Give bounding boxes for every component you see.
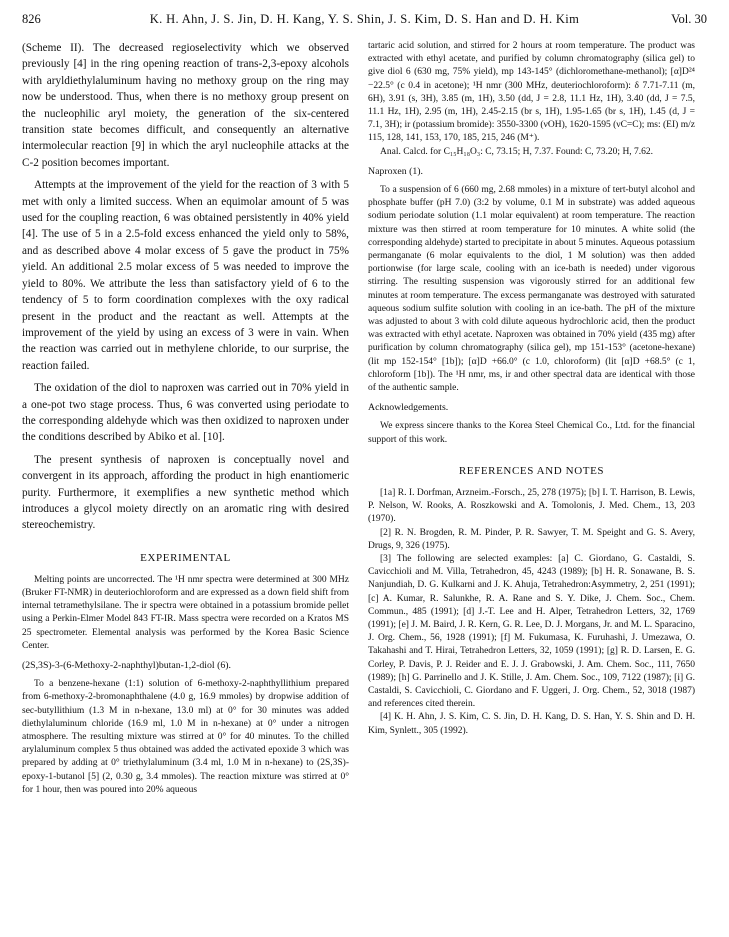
experimental-paragraph: tartaric acid solution, and stirred for 2 hours at room temperature. The product was extracted with ethyl acetate, and purified by column chromatography (silica gel) to give diol 6 (630 mg, 75% yield), mp 143-145° (dichloromethane-methanol); [α]D²⁴ −22.5° (c 0.4 in acetone); ¹H nmr (300 MHz, deuteriochloroform): δ 7.71-7.11 (m, 6H), 3.91 (s, 3H), 3.85 (m, 1H), 3.50 (dd, J = 2.8, 11.1 Hz, 1H), 3.40 (dd, J = 7.5, 11.1 Hz, 1H), 2.95 (m, 1H), 2.45-2.15 (br s, 1H), 1.95-1.65 (br s, 1H), 1.45 (d, J = 7.1, 3H); ir (potassium bromide): 3550-3300 (νOH), 1620-1595 (νC=C); ms: (EI) m/z 115, 128, 141, 153, 170, 185, 215, 246 (M⁺). (368, 41, 695, 144)
reference-item: [3] The following are selected examples: [a] C. Giordano, G. Castaldi, S. Cavicchioli and M. Villa, Tetrahedron, 45, 4243 (1989); [b] H. R. Sonawane, B. S. Nanjundiah, D. G. Kulkarni and J. K. Ahuja, Tetrahedron:Asymmetry, 2, 251 (1991); [c] A. Kumar, R. Salunkhe, R. A. Rane and S. Y. Dike, J. Chem. Soc., Chem. Commun., 485 (1991); [d] J.-T. Lee and H. Alper, Tetrahedron Letters, 32, 1769 (1991); [e] J. M. Baird, J. R. Kern, G. R. Lee, D. J. Morgans, Jr. and M. L. Sparacino, J. Org. Chem., 56, 1928 (1991); [f] M. Fukumasa, K. Furuhashi, J. Umezawa, O. Takahashi and T. Hirai, Tetrahedron Letters, 32, 1059 (1991); [g] R. D. Larsen, E. G. Corley, P. Davis, P. J. Reider and E. J. J. Grabowski, J. Am. Chem. Soc., 111, 7650 (1989); [h] G. Parrinello and J. K. Stille, J. Am. Chem. Soc., 109, 7122 (1987); [i] G. Castaldi, S. Cavicchioli, C. Giordano and F. Uggeri, J. Org. Chem., 52, 3018 (1987) and references cited therein. (368, 553, 695, 710)
section-title-references: REFERENCES AND NOTES (458, 464, 605, 477)
left-column (22, 40, 349, 930)
reference-item: [1a] R. I. Dorfman, Arzneim.-Forsch., 25, 278 (1975); [b] I. T. Harrison, B. Lewis, P. Nelson, W. Rooks, A. Roszkowski and A. Tomolonis, J. Med. Chem., 13, 203 (1970). (368, 487, 695, 525)
body-paragraph: (Scheme II). The decreased regioselectivity which we observed previously [4] in the ring opening reaction of trans-2,3-epoxy alcohols with aryldiethylaluminum having no methoxy group on the ring may now be understood. Thus, when there is no methoxy group present on the nucleophilic aryl moiety, the generation of the six-centered transition state becomes difficult, and consequently an alternative intermolecular reaction [9] in which the aryl nucleophile attacks at the C-2 position becomes important. (22, 42, 349, 169)
reference-item: [2] R. N. Brogden, R. M. Pinder, P. R. Sawyer, T. M. Speight and G. S. Avery, Drugs, 9, 326 (1975). (368, 527, 695, 551)
body-paragraph: Attempts at the improvement of the yield for the reaction of 3 with 5 met with only a limited success. When an equimolar amount of 5 was used for the coupling reaction, 6 was obtained persistently in 40% yield [4]. The use of 5 in a 2.5-fold excess enhanced the yield only to 58%, and as described above 4 molar excess of 5 gave the product in 75% yield. An additional 2.5 molar excess of 5 was needed to improve the yield to 80%. We attribute the less than satisfactory yield of 6 to the tendency of 5 to form coordination complexes with the oxy radical present in the product and the reactant as well. Attempts at the improvement of the yield by using an excess of 3 were in vain. When the reaction was carried out in methylene chloride, to our surprise, the reaction failed. (22, 179, 349, 372)
right-column (368, 40, 695, 930)
elemental-analysis: Anal. Calcd. for C₁₅H₁₈O₃: C, 73.15; H, 7.37. Found: C, 73.20; H, 7.62. (380, 146, 654, 157)
naproxen-heading: Naproxen (1). (368, 165, 423, 177)
volume-label: Vol. 30 (671, 12, 707, 26)
compound-heading: (2S,3S)-3-(6-Methoxy-2-naphthyl)butan-1,2-diol (6). (22, 660, 231, 671)
experimental-paragraph: To a suspension of 6 (660 mg, 2.68 mmoles) in a mixture of tert-butyl alcohol and phosphate buffer (pH 7.0) (3:2 by volume, 0.1 M in substrate) was added aqueous sodium periodate solution (1.1 molar equivalent) at room temperature. The reaction mixture was then stirred at room temperature for 10 minutes. A white solid (the corresponding aldehyde) started to precipitate in about 5 minutes. Aqueous potassium permanganate (6 molar equivalents to the diol, 1 M solution) was then added portionwise (for large scale, cooling with an ice-bath is needed) under vigorous stirring. The resulting suspension was vigorously stirred for an additional few minutes at room temperature. The excess permanganate was destroyed with saturated aqueous sodium sulfite solution with cooling in an ice-bath. The pH of the mixture was adjusted to about 3 with cold dilute aqueous hydrochloric acid, then the product was extracted with ethyl acetate. Naproxen was obtained in 70% yield (435 mg) after purification by column chromatography (silica gel), mp 151-153° (acetone-hexane) (lit mp 152-154° [1b]); [α]D +66.0° (c 1.0, chloroform) (lit [α]D +68.5° (c 1, chloroform [1b]). The ¹H nmr, ms, ir and other spectral data are identical with those of the authentic sample. (368, 185, 695, 394)
running-header (22, 12, 707, 30)
body-paragraph: The oxidation of the diol to naproxen was carried out in 70% yield in a one-pot two stage process. Thus, 6 was converted using periodate to the corresponding aldehyde which was then oxidized to naproxen under the conditions described by Abiko et al. [10]. (22, 382, 349, 444)
page-number: 826 (22, 12, 41, 26)
acknowledgements-text: We express sincere thanks to the Korea Steel Chemical Co., Ltd. for the financial support of this work. (368, 421, 695, 445)
experimental-paragraph: Melting points are uncorrected. The ¹H nmr spectra were determined at 300 MHz (Bruker FT-NMR) in deuteriochloroform and are expressed as a down field shift from internal tetramethylsilane. The ir spectra were obtained in a potassium bromide pellet using a Perkin-Elmer Model 843 FT-IR. Mass spectra were recorded on a Kratos MS 25 spectrometer. Elemental analysis was performed by the Korea Basic Science Center. (22, 574, 349, 651)
acknowledgements-heading: Acknowledgements. (368, 402, 449, 414)
experimental-paragraph: To a benzene-hexane (1:1) solution of 6-methoxy-2-naphthyllithium prepared from 6-methoxy-2-bromonaphthalene (4.0 g, 16.9 mmoles) by dropwise addition of sec-butyllithium (1.3 M in n-hexane, 13.0 ml) at 0° for 30 minutes was added diethylaluminum chloride (16.9 ml, 1.0 M in n-hexane) at 0° under a nitrogen atmosphere. The resulting mixture was stirred at 0° for 40 minutes. To the chilled arylaluminum complex 5 thus obtained was added the activated epoxide 3 which was prepared by adding at 0° triethylaluminum (3.4 ml, 1.0 M in n-hexane) to (2S,3S)-epoxy-1-butanol [5] (2, 0.30 g, 3.4 mmoles). The reaction mixture was stirred at 0° for 1 hour, then was poured into 20% aqueous (22, 679, 349, 795)
reference-item: [4] K. H. Ahn, J. S. Kim, C. S. Jin, D. H. Kang, D. S. Han, Y. S. Shin and D. H. Kim, Synlett., 305 (1992). (368, 712, 695, 736)
section-title-experimental: EXPERIMENTAL (140, 551, 231, 564)
running-head-authors: K. H. Ahn, J. S. Jin, D. H. Kang, Y. S. Shin, J. S. Kim, D. S. Han and D. H. Kim (149, 12, 580, 26)
body-paragraph: The present synthesis of naproxen is conceptually novel and convergent in its approach, affording the product in high enantiomeric purity. Furthermore, it exemplifies a new synthetic method which introduces a glycol moiety directly on an aromatic ring with desired stereochemistry. (22, 453, 349, 532)
